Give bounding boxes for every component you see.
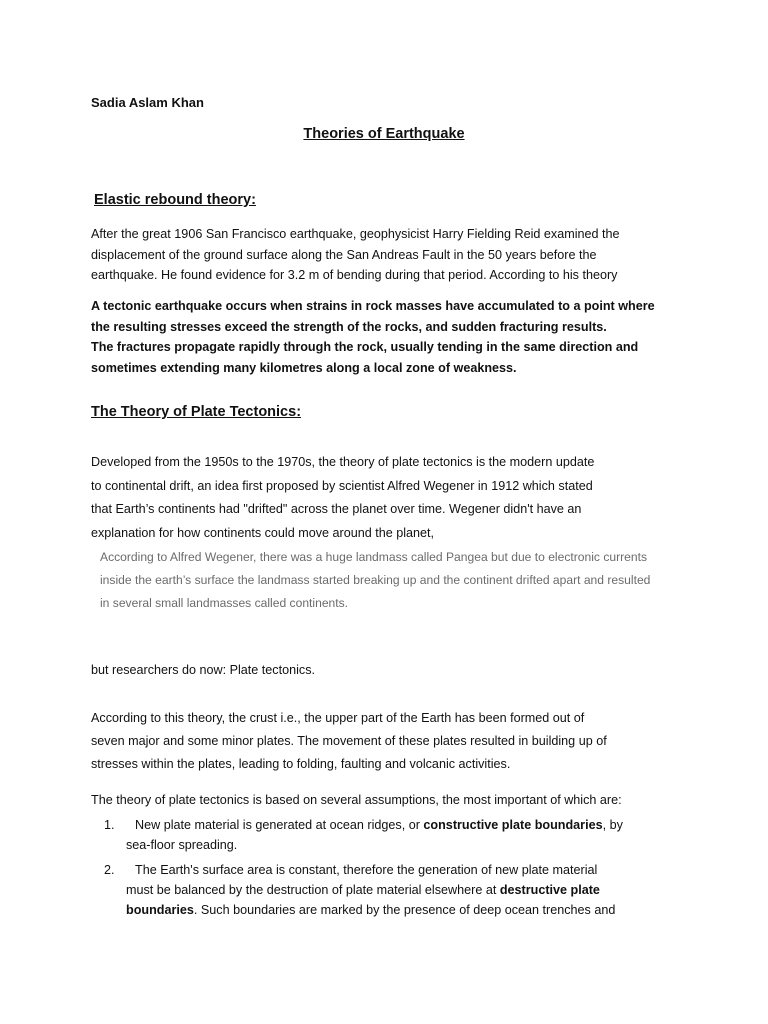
list-number: 1. bbox=[104, 818, 115, 832]
list-line: sea-floor spreading. bbox=[126, 838, 238, 852]
bold-term: boundaries bbox=[126, 903, 194, 917]
elastic-rebound-bold-paragraph bbox=[91, 296, 691, 378]
list-line bbox=[126, 815, 623, 835]
text-line: sometimes extending many kilometres along a local zone of weakness. bbox=[91, 360, 517, 375]
researchers-paragraph bbox=[91, 660, 691, 680]
text-line: earthquake. He found evidence for 3.2 m of bending during that period. According to his theory bbox=[91, 268, 618, 282]
list-item-text bbox=[126, 860, 615, 920]
list-number: 2. bbox=[104, 863, 115, 877]
according-paragraph bbox=[91, 707, 691, 776]
text-run: . Such boundaries are marked by the presence of deep ocean trenches and bbox=[193, 903, 616, 917]
text-line: Developed from the 1950s to the 1970s, the theory of plate tectonics is the modern update bbox=[91, 455, 595, 469]
text-line: but researchers do now: Plate tectonics. bbox=[91, 663, 316, 677]
quote-line: According to Alfred Wegener, there was a huge landmass called Pangea but due to electronic currents bbox=[100, 550, 648, 564]
section-heading-elastic-rebound: Elastic rebound theory: bbox=[94, 192, 256, 208]
list-line bbox=[126, 900, 615, 920]
list-item-text bbox=[126, 815, 623, 855]
assumptions-paragraph bbox=[91, 790, 691, 810]
text-line: The fractures propagate rapidly through the rock, usually tending in the same direction and bbox=[91, 340, 639, 354]
section-heading-plate-tectonics: The Theory of Plate Tectonics: bbox=[91, 404, 302, 420]
text-line: the resulting stresses exceed the strength of the rocks, and sudden fracturing results. bbox=[91, 319, 607, 334]
list-line: The Earth's surface area is constant, therefore the generation of new plate material bbox=[135, 863, 598, 877]
author-name: Sadia Aslam Khan bbox=[91, 95, 204, 110]
quote-line: inside the earth’s surface the landmass started breaking up and the continent drifted apart and resulted bbox=[100, 573, 651, 587]
plate-tectonics-intro-paragraph bbox=[91, 451, 691, 545]
text-line: According to this theory, the crust i.e., the upper part of the Earth has been formed out of bbox=[91, 711, 585, 725]
text-line: The theory of plate tectonics is based on several assumptions, the most important of which are: bbox=[91, 793, 622, 807]
bold-term: constructive plate boundaries bbox=[423, 818, 603, 832]
document-title: Theories of Earthquake bbox=[303, 126, 465, 142]
text-line: that Earth’s continents had "drifted" across the planet over time. Wegener didn't have an bbox=[91, 502, 582, 516]
text-line: A tectonic earthquake occurs when strains in rock masses have accumulated to a point where bbox=[91, 299, 655, 313]
text-line: seven major and some minor plates. The movement of these plates resulted in building up of bbox=[91, 734, 607, 748]
text-run: New plate material is generated at ocean ridges, or bbox=[135, 818, 424, 832]
text-run: , by bbox=[602, 818, 623, 832]
text-line: stresses within the plates, leading to folding, faulting and volcanic activities. bbox=[91, 757, 511, 771]
wegener-quote-block bbox=[100, 546, 690, 615]
list-line bbox=[126, 880, 615, 900]
text-line: After the great 1906 San Francisco earthquake, geophysicist Harry Fielding Reid examined the bbox=[91, 227, 620, 241]
quote-line: in several small landmasses called continents. bbox=[100, 596, 349, 610]
bold-term: destructive plate bbox=[499, 883, 600, 897]
text-line: explanation for how continents could move around the planet, bbox=[91, 525, 435, 540]
text-line: displacement of the ground surface along the San Andreas Fault in the 50 years before the bbox=[91, 247, 597, 262]
text-run: must be balanced by the destruction of plate material elsewhere at bbox=[126, 883, 500, 897]
text-line: to continental drift, an idea first proposed by scientist Alfred Wegener in 1912 which stated bbox=[91, 478, 593, 493]
elastic-rebound-paragraph bbox=[91, 224, 691, 286]
